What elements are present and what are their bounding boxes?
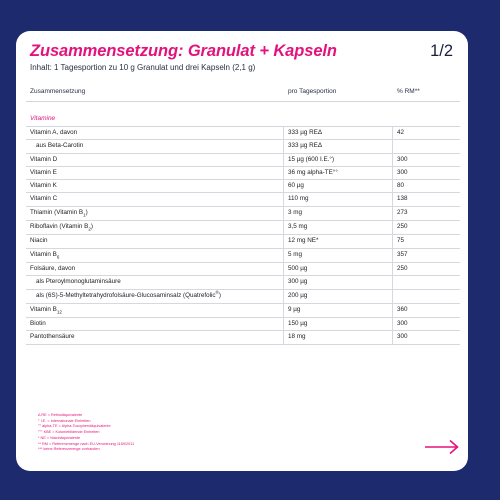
table-row	[26, 304, 460, 318]
table-row	[26, 249, 460, 263]
footnote: *** keine Referenzmenge vorhanden	[38, 447, 100, 452]
table-row	[26, 154, 460, 167]
page-title: Zusammensetzung: Granulat + Kapseln	[30, 42, 337, 60]
nutrient-name: als Pteroylmonoglutaminsäure	[36, 278, 121, 286]
amount-cell: 15 µg (600 I.E.°)	[288, 155, 335, 163]
nutrient-name: Vitamin D	[30, 155, 58, 163]
footnote: ** RM = Referenzmenge nach EU-Verordnung 1169/2011	[38, 441, 135, 446]
column-header-percent: % RM**	[397, 88, 420, 95]
percent-cell: 357	[397, 250, 408, 258]
table-row	[26, 180, 460, 193]
amount-cell: 333 µg REΔ	[288, 129, 323, 136]
amount-cell: 500 µg	[288, 264, 308, 272]
composition-card	[16, 31, 468, 471]
percent-cell: 273	[397, 208, 408, 216]
nutrient-name: Niacin	[30, 237, 48, 245]
amount-cell: 60 µg	[288, 182, 304, 190]
header-divider	[26, 101, 460, 102]
nutrient-name: Vitamin E	[30, 168, 57, 176]
subtitle: Inhalt: 1 Tagesportion zu 10 g Granulat und drei Kapseln (2,1 g)	[30, 63, 256, 72]
column-header-name: Zusammensetzung	[30, 88, 86, 95]
nutrient-name: Vitamin C	[30, 195, 58, 203]
footnote: °°° KBE = Koloniebildende Einheiten	[38, 430, 100, 435]
group-label: Vitamine	[30, 115, 56, 122]
nutrient-name: aus Beta-Carotin	[36, 142, 84, 150]
nutrient-name: Folsäure, davon	[30, 264, 76, 272]
nutrient-name: Vitamin K	[30, 182, 57, 190]
footnote: * NE = Niacinäquivalente	[38, 435, 81, 440]
nutrient-name: als (6S)-5-Methyltetrahydrofolsäure-Glucosaminsalz (Quatrefolic®)	[36, 289, 221, 299]
table-row	[26, 127, 460, 140]
table-row	[26, 318, 460, 331]
footnote: ° I.E. = Internationale Einheiten	[38, 418, 91, 423]
amount-cell: 3,5 mg	[288, 223, 308, 231]
amount-cell: 36 mg alpha-TE°°	[288, 168, 338, 176]
amount-cell: 5 mg	[288, 250, 302, 258]
amount-cell: 18 mg	[288, 333, 306, 341]
percent-cell: 300	[397, 155, 408, 163]
nutrient-name: Riboflavin (Vitamin $B_2$)	[30, 223, 93, 232]
nutrient-name: Vitamin $B_{12}$	[30, 305, 62, 315]
column-header-amount: pro Tagesportion	[288, 88, 337, 95]
table-row	[26, 263, 460, 276]
table-row	[26, 276, 460, 289]
table-row	[26, 167, 460, 180]
percent-cell: 300	[397, 320, 408, 328]
percent-cell: 138	[397, 195, 408, 203]
footnotes	[38, 413, 134, 453]
percent-cell: 300	[397, 168, 408, 176]
table-row	[26, 207, 460, 221]
table-row	[26, 290, 460, 304]
amount-cell: 200 µg	[288, 291, 308, 299]
table-row	[26, 193, 460, 206]
percent-cell: 75	[397, 237, 405, 245]
arrow-right-icon[interactable]	[424, 439, 460, 455]
percent-cell: 250	[397, 264, 408, 272]
amount-cell: 3 mg	[288, 208, 302, 216]
percent-cell: 360	[397, 305, 408, 313]
page-indicator: 1/2	[430, 42, 453, 60]
footnote: °° alpha-TE = Alpha-Tocopheroläquivalente	[38, 424, 111, 429]
amount-cell: 300 µg	[288, 278, 308, 286]
nutrient-name: Vitamin $B_6$	[30, 250, 60, 259]
table-row	[26, 331, 460, 344]
table-row	[26, 235, 460, 248]
table-row	[26, 221, 460, 235]
percent-cell: 42	[397, 129, 405, 136]
amount-cell: 9 µg	[288, 305, 301, 313]
footnote: Δ RE = Retinoläquivalente	[38, 413, 83, 417]
table-row	[26, 140, 460, 153]
nutrient-name: Vitamin A, davon	[30, 129, 78, 136]
amount-cell: 12 mg NE*	[288, 237, 319, 245]
nutrient-name: Pantothensäure	[30, 333, 75, 341]
percent-cell: 300	[397, 333, 408, 341]
amount-cell: 150 µg	[288, 320, 308, 328]
nutrient-name: Biotin	[30, 320, 46, 328]
amount-cell: 110 mg	[288, 195, 309, 203]
amount-cell: 333 µg REΔ	[288, 142, 323, 150]
nutrient-name: Thiamin (Vitamin $B_1$)	[30, 208, 88, 218]
nutrient-table	[26, 127, 460, 345]
percent-cell: 80	[397, 182, 405, 190]
percent-cell: 250	[397, 223, 408, 231]
